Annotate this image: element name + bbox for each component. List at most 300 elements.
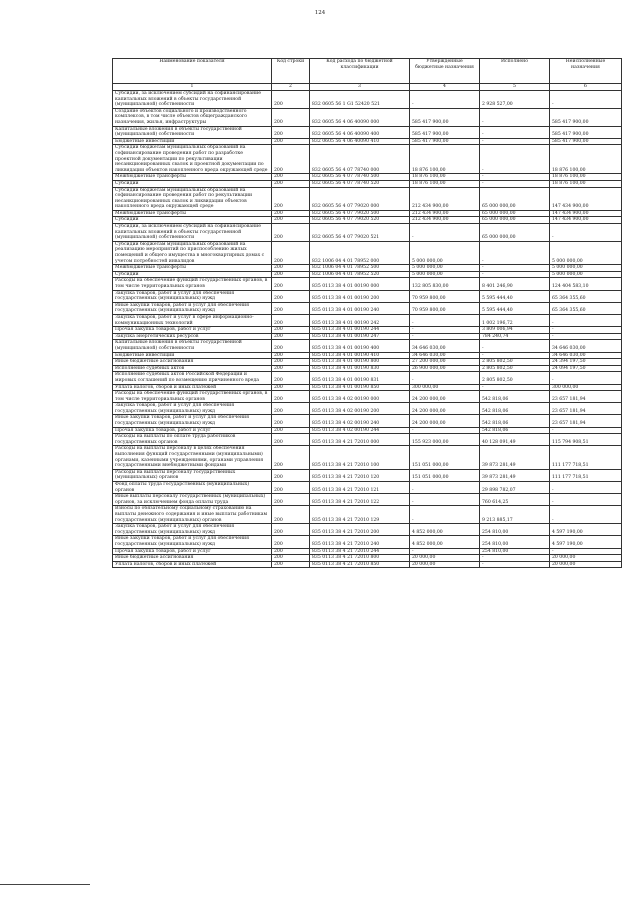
- indicator-name-cell: Межбюджетные трансферты: [113, 265, 272, 272]
- approved-cell: 585 417 900,00: [410, 108, 480, 126]
- executed-cell: -: [480, 126, 550, 138]
- budget-code-cell: 832 0605 56 4 07 79020 000: [310, 187, 410, 210]
- table-row: [113, 415, 622, 427]
- approved-cell: -: [410, 506, 480, 524]
- table-row: [113, 482, 622, 494]
- line-code-cell: 200: [272, 427, 310, 434]
- indicator-name-cell: Уплата налогов, сборов и иных платежей: [113, 384, 272, 391]
- executed-cell: 40 128 091,49: [480, 434, 550, 446]
- unexecuted-cell: 23 657 181,94: [550, 403, 622, 415]
- table-header-row: [113, 59, 622, 84]
- indicator-name-cell: Иные закупки товаров, работ и услуг для обеспечения государственных (муниципальных) нужд: [113, 415, 272, 427]
- executed-cell: -: [480, 174, 550, 181]
- indicator-name-cell: Прочая закупка товаров, работ и услуг: [113, 548, 272, 555]
- table-row: [113, 217, 622, 224]
- approved-cell: -: [410, 333, 480, 340]
- table-row: [113, 278, 622, 290]
- column-header: Код расхода по бюджетной классификации: [310, 59, 410, 84]
- line-code-cell: 200: [272, 384, 310, 391]
- indicator-name-cell: Субсидии: [113, 271, 272, 278]
- indicator-name-cell: Расходы на обеспечение функций государственных органов, в том числе территориальных органов: [113, 278, 272, 290]
- approved-cell: 151 051 000,00: [410, 469, 480, 481]
- line-code-cell: 200: [272, 365, 310, 372]
- line-code-cell: 200: [272, 187, 310, 210]
- unexecuted-cell: 24 394 197,50: [550, 359, 622, 366]
- executed-cell: 65 000 000,00: [480, 210, 550, 217]
- budget-code-cell: 835 0113 38 4 02 00190 200: [310, 403, 410, 415]
- approved-cell: 5 000 000,00: [410, 271, 480, 278]
- approved-cell: -: [410, 327, 480, 334]
- unexecuted-cell: 5 000 000,00: [550, 241, 622, 264]
- line-code-cell: 200: [272, 224, 310, 242]
- executed-cell: 784 240,74: [480, 333, 550, 340]
- table-row: [113, 469, 622, 481]
- column-number: 4: [410, 84, 480, 91]
- indicator-name-cell: Субсидии, за исключением субсидий на софинансирование капитальных вложений в объекты государственной (муниципальной) собственности: [113, 91, 272, 109]
- indicator-name-cell: Создание объектов социального и производственного комплексов, в том числе объектов общегражданского назначения, жилья, инфраструктуры: [113, 108, 272, 126]
- unexecuted-cell: 20 000,00: [550, 561, 622, 568]
- unexecuted-cell: -: [550, 482, 622, 494]
- executed-cell: 542 818,06: [480, 391, 550, 403]
- budget-code-cell: 835 0113 38 4 02 00190 000: [310, 391, 410, 403]
- executed-cell: -: [480, 384, 550, 391]
- table-row: [113, 403, 622, 415]
- executed-cell: 254 810,00: [480, 524, 550, 536]
- unexecuted-cell: 34 646 030,00: [550, 352, 622, 359]
- indicator-name-cell: Прочая закупка товаров, работ и услуг: [113, 427, 272, 434]
- table-row: [113, 187, 622, 210]
- indicator-name-cell: Субсидии бюджетам муниципальных образований на софинансирование проведения работ по разработке проектной документации по рекультивации несанкционированных свалок и проектной документации по ликвидации объектов накопленного вреда окружающей среде: [113, 145, 272, 174]
- table-row: [113, 145, 622, 174]
- line-code-cell: 200: [272, 482, 310, 494]
- approved-cell: -: [410, 372, 480, 384]
- executed-cell: 2 805 802,50: [480, 365, 550, 372]
- approved-cell: 20 000,00: [410, 561, 480, 568]
- indicator-name-cell: Закупка энергетических ресурсов: [113, 333, 272, 340]
- budget-code-cell: 835 0113 38 4 01 00190 242: [310, 314, 410, 326]
- budget-code-cell: 832 0605 56 4 06 40090 410: [310, 138, 410, 145]
- table-row: [113, 548, 622, 555]
- unexecuted-cell: -: [550, 91, 622, 109]
- budget-code-cell: 835 0113 38 4 21 72010 240: [310, 536, 410, 548]
- executed-cell: 2 805 802,50: [480, 359, 550, 366]
- approved-cell: -: [410, 494, 480, 506]
- column-number-row: [113, 84, 622, 91]
- unexecuted-cell: 4 597 190,00: [550, 524, 622, 536]
- executed-cell: 760 614,25: [480, 494, 550, 506]
- line-code-cell: 200: [272, 333, 310, 340]
- column-number: 5: [480, 84, 550, 91]
- approved-cell: 24 200 000,00: [410, 403, 480, 415]
- budget-code-cell: 835 0113 38 4 21 72010 121: [310, 482, 410, 494]
- approved-cell: 26 900 000,00: [410, 365, 480, 372]
- line-code-cell: 200: [272, 555, 310, 562]
- budget-code-cell: 835 0113 38 4 21 72010 120: [310, 469, 410, 481]
- executed-cell: 2 805 802,50: [480, 372, 550, 384]
- budget-code-cell: 832 0605 56 1 G1 52420 521: [310, 91, 410, 109]
- approved-cell: -: [410, 482, 480, 494]
- approved-cell: 5 000 000,00: [410, 265, 480, 272]
- executed-cell: 39 873 281,49: [480, 469, 550, 481]
- indicator-name-cell: Капитальные вложения в объекты государственной (муниципальной) собственности: [113, 340, 272, 352]
- budget-code-cell: 835 0113 38 4 01 00190 850: [310, 384, 410, 391]
- table-row: [113, 224, 622, 242]
- line-code-cell: 200: [272, 391, 310, 403]
- line-code-cell: 200: [272, 469, 310, 481]
- unexecuted-cell: -: [550, 427, 622, 434]
- column-header: Исполнено: [480, 59, 550, 84]
- line-code-cell: 200: [272, 372, 310, 384]
- line-code-cell: 200: [272, 108, 310, 126]
- unexecuted-cell: 300 000,00: [550, 384, 622, 391]
- indicator-name-cell: Капитальные вложения в объекты государственной (муниципальной) собственности: [113, 126, 272, 138]
- executed-cell: -: [480, 180, 550, 187]
- budget-code-cell: 835 0113 38 4 21 72010 800: [310, 555, 410, 562]
- table-row: [113, 333, 622, 340]
- approved-cell: 155 923 000,00: [410, 434, 480, 446]
- indicator-name-cell: Фонд оплаты труда государственных (муниципальных) органов: [113, 482, 272, 494]
- executed-cell: -: [480, 555, 550, 562]
- column-number: 2: [272, 84, 310, 91]
- table-row: [113, 446, 622, 469]
- budget-code-cell: 835 0113 38 4 21 72010 200: [310, 524, 410, 536]
- executed-cell: 542 818,06: [480, 427, 550, 434]
- indicator-name-cell: Закупка товаров, работ и услуг для обеспечения государственных (муниципальных) нужд: [113, 524, 272, 536]
- executed-cell: 65 000 000,00: [480, 217, 550, 224]
- indicator-name-cell: Расходы на выплаты персоналу в целях обеспечения выполнения функций государственными (муниципальными) органами, казенными учреждениями, органами управления государственными внебюджетными фондами: [113, 446, 272, 469]
- table-row: [113, 391, 622, 403]
- column-number: 6: [550, 84, 622, 91]
- executed-cell: 39 873 281,49: [480, 446, 550, 469]
- executed-cell: -: [480, 561, 550, 568]
- budget-code-cell: 835 0113 38 4 21 72010 122: [310, 494, 410, 506]
- unexecuted-cell: 147 434 900,00: [550, 210, 622, 217]
- table-row: [113, 384, 622, 391]
- unexecuted-cell: -: [550, 494, 622, 506]
- indicator-name-cell: Межбюджетные трансферты: [113, 174, 272, 181]
- approved-cell: 4 852 000,00: [410, 524, 480, 536]
- footnote-divider: [0, 884, 90, 885]
- approved-cell: 4 852 000,00: [410, 536, 480, 548]
- line-code-cell: 200: [272, 126, 310, 138]
- unexecuted-cell: 24 094 197,50: [550, 365, 622, 372]
- approved-cell: -: [410, 224, 480, 242]
- unexecuted-cell: 585 417 900,00: [550, 138, 622, 145]
- budget-code-cell: 832 1006 04 4 01 78952 520: [310, 271, 410, 278]
- budget-code-cell: 835 0113 38 4 01 00190 400: [310, 340, 410, 352]
- unexecuted-cell: 34 646 030,00: [550, 340, 622, 352]
- indicator-name-cell: Исполнение судебных актов Российской Федерации и мировых соглашений по возмещению причиненного вреда: [113, 372, 272, 384]
- executed-cell: 1 002 196,72: [480, 314, 550, 326]
- unexecuted-cell: 23 657 181,94: [550, 415, 622, 427]
- table-row: [113, 372, 622, 384]
- indicator-name-cell: Иные закупки товаров, работ и услуг для обеспечения государственных (муниципальных) нужд: [113, 302, 272, 314]
- column-number: 1: [113, 84, 272, 91]
- table-row: [113, 138, 622, 145]
- approved-cell: 151 051 000,00: [410, 446, 480, 469]
- budget-code-cell: 835 0113 38 4 01 00190 000: [310, 278, 410, 290]
- unexecuted-cell: -: [550, 506, 622, 524]
- executed-cell: 3 809 006,94: [480, 327, 550, 334]
- unexecuted-cell: -: [550, 314, 622, 326]
- executed-cell: -: [480, 145, 550, 174]
- line-code-cell: 200: [272, 138, 310, 145]
- column-header: Наименование показателя: [113, 59, 272, 84]
- line-code-cell: 200: [272, 359, 310, 366]
- budget-code-cell: 835 0113 38 4 21 72010 244: [310, 548, 410, 555]
- unexecuted-cell: 147 434 900,00: [550, 187, 622, 210]
- table-row: [113, 427, 622, 434]
- indicator-name-cell: Иные бюджетные ассигнования: [113, 359, 272, 366]
- executed-cell: -: [480, 340, 550, 352]
- table-row: [113, 536, 622, 548]
- budget-code-cell: 835 0113 38 4 02 00190 240: [310, 415, 410, 427]
- unexecuted-cell: 23 657 181,94: [550, 391, 622, 403]
- line-code-cell: 200: [272, 340, 310, 352]
- unexecuted-cell: 18 876 100,00: [550, 180, 622, 187]
- budget-execution-table: [112, 58, 622, 568]
- approved-cell: 300 000,00: [410, 384, 480, 391]
- indicator-name-cell: Субсидии бюджетам муниципальных образований на софинансирование проведения работ по рекультивации несанкционированных свалок и ликвидации объектов накопленного вреда окружающей среде: [113, 187, 272, 210]
- approved-cell: 24 200 000,00: [410, 391, 480, 403]
- indicator-name-cell: Расходы на выплаты по оплате труда работников государственных органов: [113, 434, 272, 446]
- line-code-cell: 200: [272, 434, 310, 446]
- indicator-name-cell: Иные закупки товаров, работ и услуг для обеспечения государственных (муниципальных) нужд: [113, 536, 272, 548]
- line-code-cell: 200: [272, 561, 310, 568]
- approved-cell: -: [410, 548, 480, 555]
- line-code-cell: 200: [272, 278, 310, 290]
- indicator-name-cell: Прочая закупка товаров, работ и услуг: [113, 327, 272, 334]
- indicator-name-cell: Расходы на выплаты персоналу государственных (муниципальных) органов: [113, 469, 272, 481]
- unexecuted-cell: 18 876 100,00: [550, 145, 622, 174]
- table-row: [113, 108, 622, 126]
- column-header: Неисполненные назначения: [550, 59, 622, 84]
- budget-code-cell: 832 0605 56 4 07 78740 520: [310, 180, 410, 187]
- line-code-cell: 200: [272, 217, 310, 224]
- approved-cell: 70 959 800,00: [410, 290, 480, 302]
- indicator-name-cell: Иные выплаты персоналу государственных (муниципальных) органов, за исключением фонда оплаты труда: [113, 494, 272, 506]
- unexecuted-cell: 124 404 583,10: [550, 278, 622, 290]
- line-code-cell: 200: [272, 352, 310, 359]
- approved-cell: 34 646 030,00: [410, 352, 480, 359]
- executed-cell: 8 401 246,90: [480, 278, 550, 290]
- executed-cell: 254 810,00: [480, 536, 550, 548]
- table-row: [113, 302, 622, 314]
- line-code-cell: 200: [272, 506, 310, 524]
- indicator-name-cell: Взносы по обязательному социальному страхованию на выплаты денежного содержания и иные выплаты работникам государственных (муниципальных) органов: [113, 506, 272, 524]
- executed-cell: 5 595 444,40: [480, 302, 550, 314]
- line-code-cell: 200: [272, 314, 310, 326]
- budget-code-cell: 832 0605 56 4 07 79020 520: [310, 217, 410, 224]
- table-row: [113, 327, 622, 334]
- budget-code-cell: 832 0605 56 4 07 78740 000: [310, 145, 410, 174]
- table-row: [113, 180, 622, 187]
- approved-cell: 212 434 900,00: [410, 187, 480, 210]
- unexecuted-cell: -: [550, 548, 622, 555]
- approved-cell: 132 805 830,00: [410, 278, 480, 290]
- executed-cell: 29 898 782,07: [480, 482, 550, 494]
- indicator-name-cell: Субсидии бюджетам муниципальных образований на реализацию мероприятий по приспособлению жилых помещений и общего имущества в многоквартирных домах с учетом потребностей инвалидов: [113, 241, 272, 264]
- indicator-name-cell: Бюджетные инвестиции: [113, 352, 272, 359]
- budget-code-cell: 835 0113 38 4 21 72010 129: [310, 506, 410, 524]
- budget-code-cell: 832 1006 04 4 01 78952 000: [310, 241, 410, 264]
- budget-code-cell: 835 0113 38 4 01 00190 830: [310, 365, 410, 372]
- budget-code-cell: 835 0113 38 4 21 72010 100: [310, 446, 410, 469]
- executed-cell: -: [480, 138, 550, 145]
- unexecuted-cell: 4 597 190,00: [550, 536, 622, 548]
- line-code-cell: 200: [272, 548, 310, 555]
- unexecuted-cell: 65 364 355,60: [550, 290, 622, 302]
- executed-cell: 2 928 527,00: [480, 91, 550, 109]
- approved-cell: -: [410, 427, 480, 434]
- page-number: 124: [314, 10, 326, 16]
- executed-cell: 5 595 444,40: [480, 290, 550, 302]
- budget-code-cell: 832 0605 56 4 07 78740 500: [310, 174, 410, 181]
- budget-code-cell: 835 0113 38 4 02 00190 244: [310, 427, 410, 434]
- indicator-name-cell: Исполнение судебных актов: [113, 365, 272, 372]
- table-row: [113, 352, 622, 359]
- budget-code-cell: 832 1006 04 4 01 78952 500: [310, 265, 410, 272]
- line-code-cell: 200: [272, 327, 310, 334]
- approved-cell: 585 417 900,00: [410, 126, 480, 138]
- executed-cell: 65 000 000,00: [480, 187, 550, 210]
- indicator-name-cell: Субсидии: [113, 180, 272, 187]
- executed-cell: 9 213 885,17: [480, 506, 550, 524]
- line-code-cell: 200: [272, 174, 310, 181]
- executed-cell: -: [480, 241, 550, 264]
- table-row: [113, 494, 622, 506]
- table-row: [113, 365, 622, 372]
- table-row: [113, 290, 622, 302]
- column-header: Код строки: [272, 59, 310, 84]
- approved-cell: -: [410, 91, 480, 109]
- executed-cell: 542 818,06: [480, 403, 550, 415]
- table-row: [113, 506, 622, 524]
- table-row: [113, 359, 622, 366]
- approved-cell: 5 000 000,00: [410, 241, 480, 264]
- unexecuted-cell: -: [550, 327, 622, 334]
- unexecuted-cell: 20 000,00: [550, 555, 622, 562]
- line-code-cell: 200: [272, 446, 310, 469]
- table-row: [113, 340, 622, 352]
- line-code-cell: 200: [272, 91, 310, 109]
- budget-code-cell: 835 0113 38 4 01 00190 240: [310, 302, 410, 314]
- indicator-name-cell: Уплата налогов, сборов и иных платежей: [113, 561, 272, 568]
- table-row: [113, 241, 622, 264]
- approved-cell: 70 959 800,00: [410, 302, 480, 314]
- budget-code-cell: 832 0605 56 4 06 40090 400: [310, 126, 410, 138]
- indicator-name-cell: Бюджетные инвестиции: [113, 138, 272, 145]
- executed-cell: 542 818,06: [480, 415, 550, 427]
- table-row: [113, 524, 622, 536]
- line-code-cell: 200: [272, 302, 310, 314]
- executed-cell: -: [480, 108, 550, 126]
- unexecuted-cell: -: [550, 224, 622, 242]
- approved-cell: 585 417 900,00: [410, 138, 480, 145]
- budget-code-cell: 835 0113 38 4 01 00190 247: [310, 333, 410, 340]
- approved-cell: -: [410, 314, 480, 326]
- line-code-cell: 200: [272, 180, 310, 187]
- unexecuted-cell: 65 364 355,60: [550, 302, 622, 314]
- indicator-name-cell: Закупка товаров, работ и услуг в сфере информационно-коммуникационных технологий: [113, 314, 272, 326]
- approved-cell: 18 876 100,00: [410, 180, 480, 187]
- line-code-cell: 200: [272, 290, 310, 302]
- unexecuted-cell: 5 000 000,00: [550, 271, 622, 278]
- table-row: [113, 555, 622, 562]
- approved-cell: 27 200 000,00: [410, 359, 480, 366]
- unexecuted-cell: 111 177 718,51: [550, 469, 622, 481]
- column-header: Утвержденные бюджетные назначения: [410, 59, 480, 84]
- table-row: [113, 265, 622, 272]
- table-row: [113, 126, 622, 138]
- budget-code-cell: 832 0605 56 4 06 40090 000: [310, 108, 410, 126]
- column-number: 3: [310, 84, 410, 91]
- unexecuted-cell: 585 417 900,00: [550, 126, 622, 138]
- budget-code-cell: 835 0113 38 4 01 00190 244: [310, 327, 410, 334]
- budget-code-cell: 835 0113 38 4 21 72010 850: [310, 561, 410, 568]
- line-code-cell: 200: [272, 145, 310, 174]
- approved-cell: 24 200 000,00: [410, 415, 480, 427]
- unexecuted-cell: 585 417 900,00: [550, 108, 622, 126]
- table-row: [113, 210, 622, 217]
- unexecuted-cell: -: [550, 333, 622, 340]
- table-row: [113, 314, 622, 326]
- executed-cell: 254 810,00: [480, 548, 550, 555]
- line-code-cell: 200: [272, 494, 310, 506]
- budget-code-cell: 835 0113 38 4 01 00190 200: [310, 290, 410, 302]
- executed-cell: -: [480, 265, 550, 272]
- executed-cell: 65 000 000,00: [480, 224, 550, 242]
- budget-code-cell: 835 0113 38 4 21 72010 000: [310, 434, 410, 446]
- approved-cell: 18 876 100,00: [410, 145, 480, 174]
- table-row: [113, 561, 622, 568]
- indicator-name-cell: Расходы на обеспечение функций государственных органов, в том числе территориальных органов: [113, 391, 272, 403]
- unexecuted-cell: -: [550, 372, 622, 384]
- indicator-name-cell: Закупка товаров, работ и услуг для обеспечения государственных (муниципальных) нужд: [113, 403, 272, 415]
- line-code-cell: 200: [272, 241, 310, 264]
- budget-code-cell: 835 0113 38 4 01 00190 831: [310, 372, 410, 384]
- indicator-name-cell: Иные бюджетные ассигнования: [113, 555, 272, 562]
- indicator-name-cell: Закупка товаров, работ и услуг для обеспечения государственных (муниципальных) нужд: [113, 290, 272, 302]
- indicator-name-cell: Межбюджетные трансферты: [113, 210, 272, 217]
- budget-code-cell: 835 0113 38 4 01 00190 410: [310, 352, 410, 359]
- indicator-name-cell: Субсидии: [113, 217, 272, 224]
- unexecuted-cell: 111 177 718,51: [550, 446, 622, 469]
- table-row: [113, 91, 622, 109]
- line-code-cell: 200: [272, 265, 310, 272]
- table-row: [113, 174, 622, 181]
- line-code-cell: 200: [272, 536, 310, 548]
- unexecuted-cell: 18 876 100,00: [550, 174, 622, 181]
- line-code-cell: 200: [272, 210, 310, 217]
- approved-cell: 212 434 900,00: [410, 210, 480, 217]
- approved-cell: 18 876 100,00: [410, 174, 480, 181]
- approved-cell: 34 646 030,00: [410, 340, 480, 352]
- budget-code-cell: 835 0113 38 4 01 00190 800: [310, 359, 410, 366]
- line-code-cell: 200: [272, 271, 310, 278]
- table-row: [113, 434, 622, 446]
- line-code-cell: 200: [272, 415, 310, 427]
- budget-code-cell: 832 0605 56 4 07 79020 500: [310, 210, 410, 217]
- executed-cell: -: [480, 271, 550, 278]
- executed-cell: -: [480, 352, 550, 359]
- approved-cell: 212 434 900,00: [410, 217, 480, 224]
- table-row: [113, 271, 622, 278]
- approved-cell: 20 000,00: [410, 555, 480, 562]
- indicator-name-cell: Субсидии, за исключением субсидий на софинансирование капитальных вложений в объекты государственной (муниципальной) собственности: [113, 224, 272, 242]
- line-code-cell: 200: [272, 403, 310, 415]
- unexecuted-cell: 147 434 900,00: [550, 217, 622, 224]
